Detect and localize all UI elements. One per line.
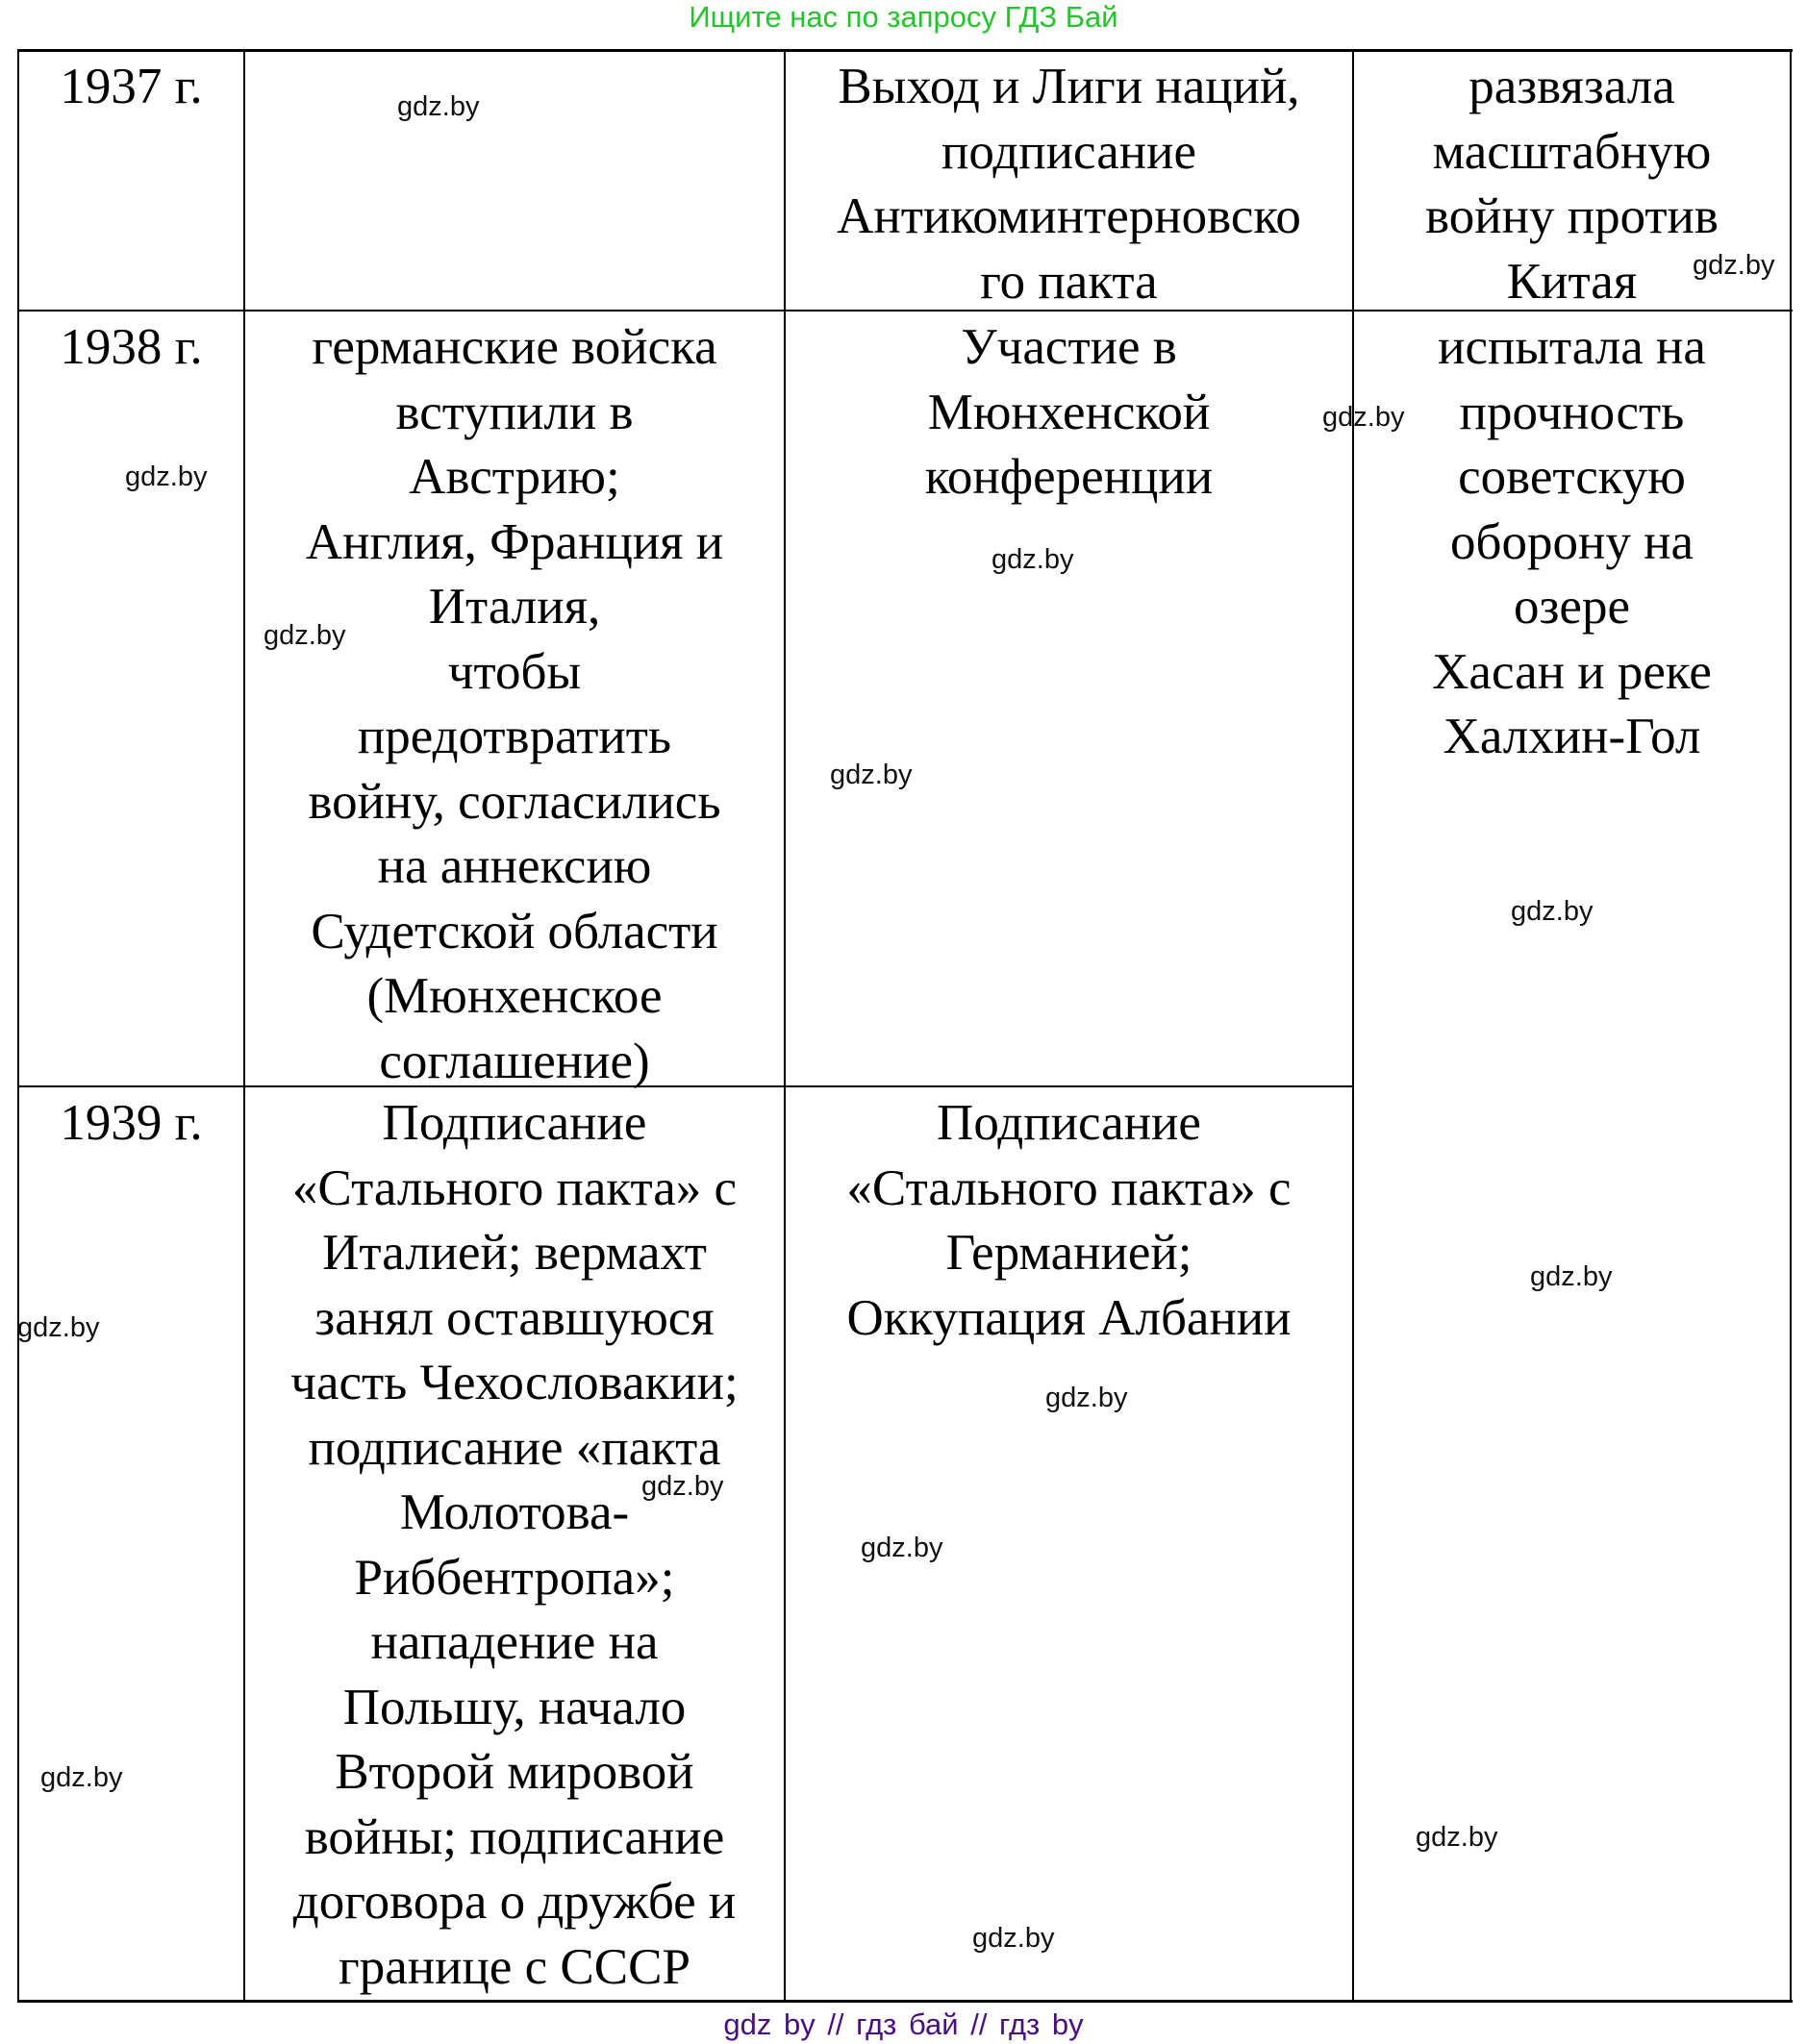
text-line: Мюнхенской: [927, 384, 1211, 440]
japan-cell-1938: [1354, 315, 1790, 770]
text-line: испытала на: [1438, 319, 1706, 375]
text-line: советскую: [1458, 449, 1686, 505]
text-line: Польшу, начало: [342, 1679, 687, 1735]
text-line: границе с СССР: [339, 1938, 690, 1995]
text-line: подписание «пакта: [308, 1419, 721, 1476]
text-line: договора о дружбе и: [292, 1874, 737, 1930]
text-line: Англия, Франция и: [305, 513, 724, 570]
year-cell-1938: 1938 г.: [60, 319, 203, 375]
text-line: чтобы: [447, 643, 582, 700]
text-line: германские войска: [312, 319, 717, 375]
text-line: (Мюнхенское: [366, 968, 663, 1024]
watermark: gdz.by: [641, 1471, 724, 1502]
text-line: вступили в: [395, 384, 634, 440]
text-line: Антикоминтерновско: [837, 188, 1301, 244]
watermark: gdz.by: [830, 760, 913, 790]
text-line: войны; подписание: [304, 1808, 725, 1865]
text-line: Выход и Лиги наций,: [838, 59, 1300, 114]
text-line: «Стального пакта» с: [291, 1159, 738, 1216]
watermark: gdz.by: [1322, 402, 1405, 433]
text-line: Хасан и реке: [1432, 643, 1712, 700]
text-line: Халхин-Гол: [1443, 709, 1701, 764]
text-line: Австрию;: [409, 449, 620, 505]
text-line: Риббентропа»;: [354, 1549, 675, 1606]
watermark: gdz.by: [972, 1923, 1055, 1954]
year-cell-1939: 1939 г.: [60, 1095, 203, 1151]
watermark: gdz.by: [1416, 1822, 1498, 1853]
text-line: подписание: [941, 123, 1196, 180]
text-line: Молотова-: [399, 1484, 630, 1540]
text-line: нападение на: [370, 1614, 659, 1670]
text-line: конференции: [924, 449, 1214, 505]
watermark: gdz.by: [264, 620, 346, 651]
watermark: gdz.by: [1530, 1261, 1613, 1292]
text-line: войну, согласились: [308, 773, 721, 830]
watermark: gdz.by: [1045, 1383, 1128, 1413]
table-border-top: [17, 49, 1793, 52]
watermark: gdz.by: [125, 461, 208, 492]
italy-cell-1937: [786, 55, 1352, 314]
text-line: часть Чехословакии;: [290, 1355, 739, 1410]
footer-links: gdz by // гдз бай // гдз by: [723, 2007, 1084, 2041]
watermark: gdz.by: [397, 91, 480, 122]
text-line: занял оставшуюся: [314, 1289, 715, 1346]
watermark: gdz.by: [40, 1762, 123, 1793]
table-border-right: [1790, 49, 1792, 2003]
watermark: gdz.by: [1693, 250, 1775, 281]
text-line: Подписание: [382, 1095, 647, 1151]
year-cell-1937: 1937 г.: [60, 59, 203, 114]
text-line: соглашение): [379, 1033, 650, 1089]
watermark: gdz.by: [17, 1312, 100, 1343]
text-line: Китая: [1506, 253, 1638, 310]
text-line: «Стального пакта» с: [846, 1159, 1292, 1216]
text-line: развязала: [1468, 59, 1675, 114]
watermark: gdz.by: [991, 544, 1074, 575]
text-line: Второй мировой: [335, 1744, 694, 1800]
watermark: gdz.by: [861, 1533, 943, 1563]
search-hint-banner: Ищите нас по запросу ГДЗ Бай: [689, 0, 1118, 34]
watermark: gdz.by: [1511, 896, 1594, 927]
italy-cell-1938: [786, 315, 1352, 511]
germany-cell-1938: [245, 315, 784, 1094]
text-line: Италией; вермахт: [322, 1225, 707, 1281]
italy-cell-1939: [786, 1091, 1352, 1351]
text-line: озере: [1514, 579, 1630, 635]
text-line: Участие в: [961, 319, 1177, 375]
text-line: Оккупация Албании: [846, 1289, 1292, 1346]
text-line: Италия,: [428, 579, 601, 635]
text-line: Судетской области: [311, 903, 718, 960]
text-line: войну против: [1425, 188, 1719, 244]
germany-cell-1939: [245, 1091, 784, 2000]
text-line: прочность: [1459, 384, 1685, 440]
table-border-bottom: [17, 2000, 1793, 2003]
text-line: предотвратить: [357, 709, 672, 764]
text-line: Германией;: [945, 1225, 1192, 1281]
text-line: на аннексию: [377, 838, 652, 894]
text-line: оборону на: [1450, 513, 1694, 570]
text-line: масштабную: [1432, 123, 1712, 180]
text-line: Подписание: [937, 1095, 1201, 1151]
text-line: го пакта: [980, 253, 1158, 310]
